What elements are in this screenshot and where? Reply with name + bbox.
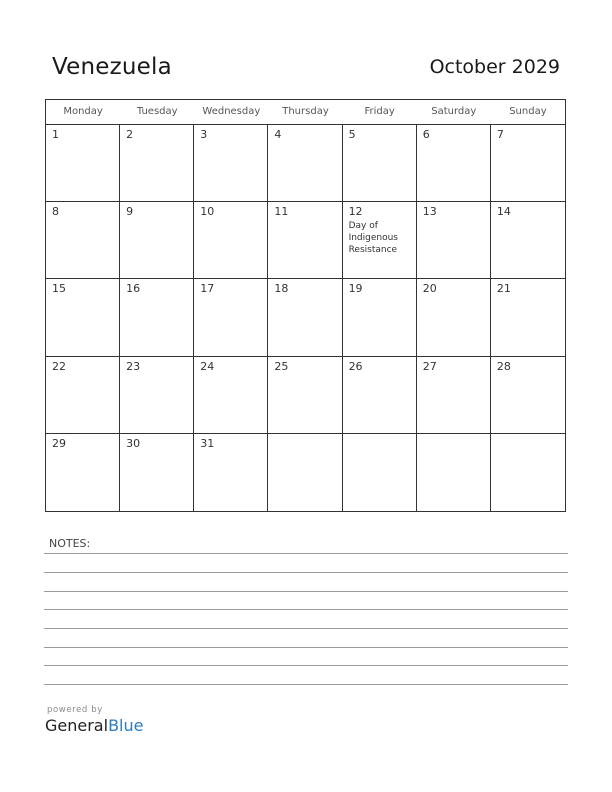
weekday-label: Friday [364, 106, 395, 117]
day-number: 30 [126, 436, 141, 450]
day-number: 4 [274, 128, 282, 141]
day-number: 3 [200, 128, 208, 141]
brand-name [45, 716, 143, 735]
brand-name-blue: Blue [108, 716, 144, 735]
day-number: 6 [422, 128, 430, 141]
day-number: 13 [422, 205, 437, 219]
day-number: 16 [126, 282, 141, 296]
day-cell [268, 125, 342, 202]
weekday-label: Monday [63, 106, 103, 117]
day-cell [491, 357, 565, 434]
powered-by-text: powered by [47, 705, 103, 715]
note-line [44, 553, 568, 554]
note-line [44, 684, 568, 685]
day-number: 17 [200, 282, 215, 296]
day-cell [268, 357, 342, 434]
day-number: 29 [52, 436, 66, 450]
day-cell [194, 357, 268, 434]
day-number: 15 [52, 282, 66, 296]
day-number: 25 [274, 359, 289, 373]
empty-day-cell [343, 434, 417, 511]
day-number: 2 [126, 128, 134, 141]
weekday-label: Thursday [282, 106, 329, 117]
day-number: 11 [274, 205, 289, 219]
day-cell [194, 125, 268, 202]
notes-label: NOTES: [49, 537, 91, 550]
generalblue-logo [45, 705, 143, 735]
day-cell [194, 279, 268, 356]
day-number: 12 [348, 205, 363, 219]
note-line [44, 609, 568, 610]
day-cell [46, 279, 120, 356]
holiday-label: Day of Indigenous Resistance [348, 221, 398, 256]
day-number: 23 [126, 359, 141, 373]
day-cell [120, 357, 194, 434]
day-number: 21 [496, 282, 511, 296]
month-year-title: October 2029 [429, 56, 560, 78]
day-number: 26 [348, 359, 363, 373]
day-number: 18 [274, 282, 289, 296]
day-number: 1 [52, 128, 59, 141]
brand-name-general: General [45, 716, 109, 735]
day-cell [491, 279, 565, 356]
day-number: 20 [422, 282, 437, 296]
day-cell [491, 202, 565, 279]
day-number: 22 [52, 359, 66, 373]
day-cell [120, 202, 194, 279]
day-cell [46, 434, 120, 511]
day-cell [120, 279, 194, 356]
day-number: 7 [496, 128, 504, 141]
note-line [44, 591, 568, 592]
calendar-grid [45, 99, 566, 512]
day-number: 5 [348, 128, 356, 141]
day-cell [417, 357, 491, 434]
note-line [44, 647, 568, 648]
day-cell [120, 434, 194, 511]
empty-day-cell [268, 434, 342, 511]
weekday-label: Saturday [431, 106, 477, 117]
note-line [44, 628, 568, 629]
day-number: 14 [496, 205, 511, 219]
note-line [44, 572, 568, 573]
day-cell [491, 125, 565, 202]
day-cell [194, 202, 268, 279]
weekday-label: Tuesday [136, 106, 178, 117]
day-number: 27 [422, 359, 437, 373]
day-cell [343, 279, 417, 356]
day-number: 28 [496, 359, 511, 373]
day-number: 9 [126, 205, 134, 219]
day-cell [194, 434, 268, 511]
day-number: 31 [200, 436, 215, 450]
weekday-label: Sunday [509, 106, 547, 117]
empty-day-cell [491, 434, 565, 511]
day-cell [417, 202, 491, 279]
day-number: 24 [200, 359, 215, 373]
empty-day-cell [417, 434, 491, 511]
day-cell [343, 357, 417, 434]
day-cell [46, 357, 120, 434]
day-cell [417, 279, 491, 356]
day-cell [343, 202, 417, 279]
note-line [44, 665, 568, 666]
day-cell [46, 202, 120, 279]
weekday-label: Wednesday [202, 106, 261, 117]
day-cell [268, 279, 342, 356]
day-cell [120, 125, 194, 202]
day-cell [343, 125, 417, 202]
weekday-header [46, 100, 565, 125]
day-cell [268, 202, 342, 279]
day-number: 19 [348, 282, 363, 296]
day-number: 10 [200, 205, 215, 219]
day-cell [417, 125, 491, 202]
day-cell [46, 125, 120, 202]
calendar-days [46, 125, 565, 511]
country-title: Venezuela [52, 54, 172, 80]
day-number: 8 [52, 205, 59, 219]
